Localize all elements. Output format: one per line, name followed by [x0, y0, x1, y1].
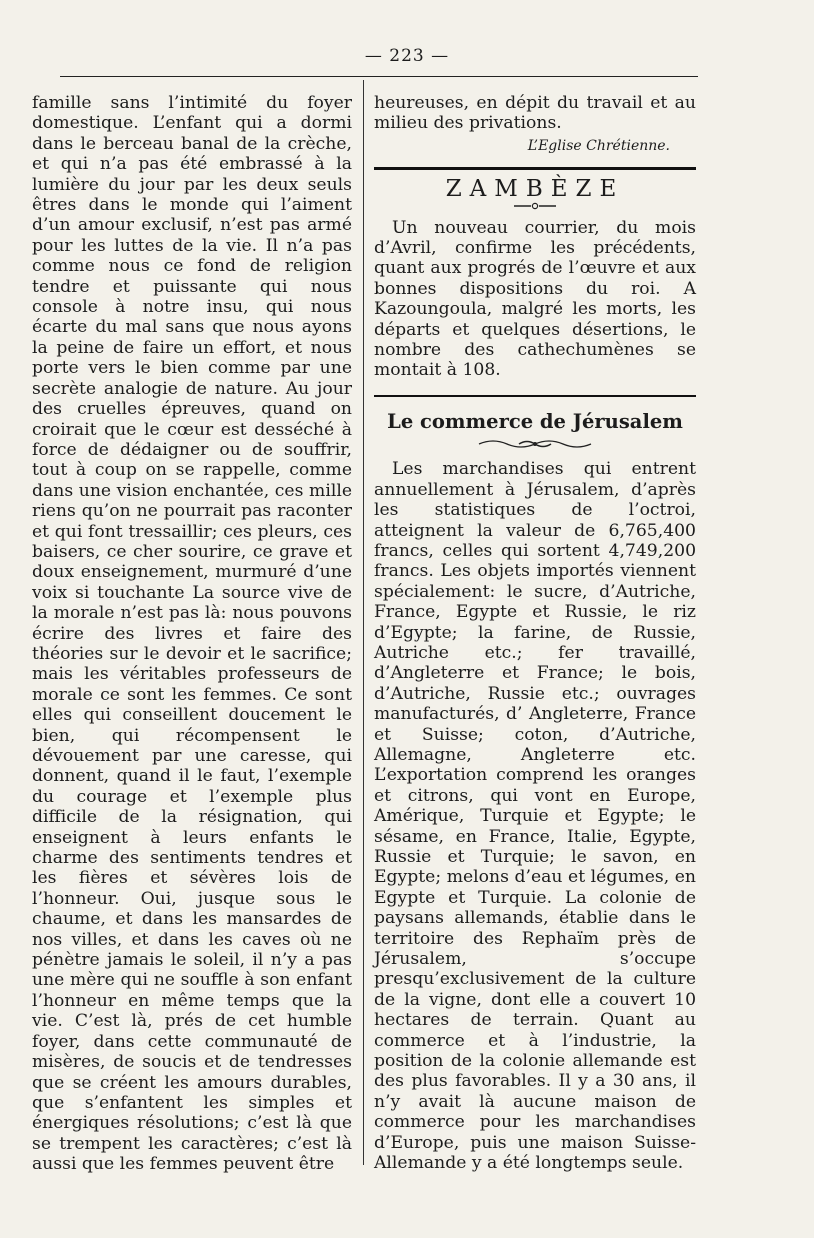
section-rule: [374, 167, 696, 170]
zambeze-heading: ZAMBÈZE: [445, 176, 625, 203]
commerce-heading: Le commerce de Jérusalem: [387, 409, 683, 433]
header-rule: [60, 76, 698, 77]
zambeze-paragraph: Un nouveau courrier, du mois d’Avril, confirme les précédents, quant aux progrés de l’œuvre et aux bonnes dispositions du roi. A Kazoungoula, malgré les morts, les départs et quelques désertions, le nombre des cathechumènes se montait à 108.: [374, 217, 696, 381]
left-column: [32, 93, 352, 1175]
small-ornament-icon: [510, 201, 560, 211]
left-column-paragraph: famille sans l’intimité du foyer domestique. L’enfant qui a dormi dans le berceau banal de la crèche, et qui n’a pas été embrassé à la lumière du jour par les deux seuls êtres dans le monde qui l’aiment d’un amour exclusif, n’est pas armé pour les luttes de la vie. Il n’a pas comme nous ce fond de religion tendre et puissante qui nous console à notre insu, qui nous écarte du mal sans que nous ayons la peine de faire un effort, et nous porte vers le bien comme par une secrète analogie de nature. Au jour des cruelles épreuves, quand on croirait que le cœur est desséché à force de dédaigner ou de souffrir, tout à coup on se rappelle, comme dans une vision enchantée, ces mille riens qu’on ne pourrait pas raconter et qui font tressaillir; ces pleurs, ces baisers, ce cher sourire, ce grave et doux enseignement, murmuré d’une voix si touchante La source vive de la morale n’est pas là: nous pouvons écrire des livres et faire des théories sur le devoir et le sacrifice; mais les véritables professeurs de morale ce sont les femmes. Ce sont elles qui conseillent doucement le bien, qui récompensent le dévouement par une caresse, qui donnent, quand il le faut, l’exemple du courage et l’exemple plus difficile de la résignation, qui enseignent à leurs enfants le charme des sentiments tendres et les fières et sévères lois de l’honneur. Oui, jusque sous le chaume, et dans les mansardes de nos villes, et dans les caves où ne pénètre jamais le soleil, il n’y a pas une mère qui ne souffle à son enfant l’honneur en même temps que la vie. C’est là, prés de cet humble foyer, dans cette communauté de misères, de soucis et de tendresses que se créent les amours durables, que s’enfantent les simples et énergiques résolutions; c’est là que se trempent les caractères; c’est là aussi que les femmes peuvent être: [32, 93, 352, 1175]
page-number: — 223 —: [364, 46, 450, 66]
article-signature: L’Eglise Chrétienne.: [527, 137, 670, 154]
continuation-paragraph: heureuses, en dépit du travail et au milieu des privations.: [374, 93, 696, 134]
column-divider: [363, 80, 364, 1165]
commerce-paragraph: Les marchandises qui entrent annuellement à Jérusalem, d’après les statistiques de l’octroi, atteignent la valeur de 6,765,400 francs, celles qui sortent 4,749,200 francs. Les objets importés viennent spécialement: le sucre, d’Autriche, France, Egypte et Russie, le riz d’Egypte; la farine, de Russie, Autriche etc.; fer travaillé, d’Angleterre et France; le bois, d’Autriche, Russie etc.; ouvrages manufacturés, d’ Angleterre, France et Suisse; coton, d’Autriche, Allemagne, Angleterre etc. L’exportation comprend les oranges et citrons, qui vont en Europe, Amérique, Turquie et Egypte; le sésame, en France, Italie, Egypte, Russie et Turquie; le savon, en Egypte; melons d’eau et légumes, en Egypte et Turquie. La colonie de paysans allemands, établie dans le territoire des Rephaïm près de Jérusalem, s’occupe presqu’exclusivement de la culture de la vigne, dont elle a couvert 10 hectares de terrain. Quant au commerce et à l’industrie, la position de la colonie allemande est des plus favorables. Il y a 30 ans, il n’y avait là aucune maison de commerce pour les marchandises d’Europe, puis une maison Suisse-Allemande y a été longtemps seule.: [374, 459, 696, 1174]
right-column: [374, 93, 696, 1174]
decorative-flourish-icon: [475, 437, 595, 451]
section-rule: [374, 395, 696, 397]
